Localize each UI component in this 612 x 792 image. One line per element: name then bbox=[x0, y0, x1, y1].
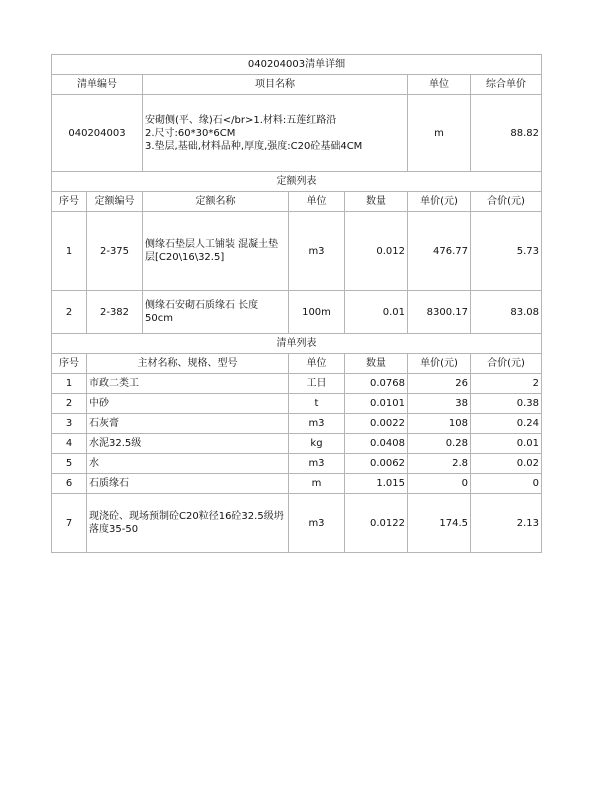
material-unit: m3 bbox=[289, 414, 345, 434]
item-description bbox=[143, 95, 408, 172]
quota-unit-header: 单位 bbox=[289, 192, 345, 212]
table-row bbox=[52, 414, 542, 434]
quota-name-header: 定额名称 bbox=[143, 192, 289, 212]
quota-qty-header: 数量 bbox=[345, 192, 408, 212]
table-row bbox=[52, 474, 542, 494]
material-unit: m3 bbox=[289, 454, 345, 474]
quota-unit-price: 476.77 bbox=[408, 212, 471, 291]
material-unit-price: 2.8 bbox=[408, 454, 471, 474]
quota-code-header: 定额编号 bbox=[87, 192, 143, 212]
table-row bbox=[52, 291, 542, 334]
material-name: 水泥32.5级 bbox=[87, 434, 289, 454]
detail-table bbox=[51, 54, 542, 553]
material-seq: 3 bbox=[52, 414, 87, 434]
material-name: 市政二类工 bbox=[87, 374, 289, 394]
quota-total-header: 合价(元) bbox=[471, 192, 542, 212]
item-code-header: 清单编号 bbox=[52, 75, 143, 95]
quota-code: 2-382 bbox=[87, 291, 143, 334]
table-row bbox=[52, 494, 542, 553]
material-qty: 0.0062 bbox=[345, 454, 408, 474]
material-unit-price: 38 bbox=[408, 394, 471, 414]
quota-name: 侧缘石安砌石质缘石 长度50cm bbox=[143, 291, 289, 334]
quota-qty: 0.01 bbox=[345, 291, 408, 334]
material-seq: 2 bbox=[52, 394, 87, 414]
material-total: 0.01 bbox=[471, 434, 542, 454]
quota-seq-header: 序号 bbox=[52, 192, 87, 212]
quota-seq: 2 bbox=[52, 291, 87, 334]
material-seq-header: 序号 bbox=[52, 354, 87, 374]
material-section-title: 清单列表 bbox=[52, 334, 542, 354]
table-row bbox=[52, 374, 542, 394]
material-unit-price: 0.28 bbox=[408, 434, 471, 454]
material-total: 2.13 bbox=[471, 494, 542, 553]
material-seq: 4 bbox=[52, 434, 87, 454]
material-name: 石灰膏 bbox=[87, 414, 289, 434]
quota-unit: 100m bbox=[289, 291, 345, 334]
item-unit: m bbox=[408, 95, 471, 172]
quota-section-title: 定额列表 bbox=[52, 172, 542, 192]
material-unit: m bbox=[289, 474, 345, 494]
material-unit: t bbox=[289, 394, 345, 414]
material-seq: 7 bbox=[52, 494, 87, 553]
item-description-line: 2.尺寸:60*30*6CM bbox=[145, 127, 236, 139]
material-name-header: 主材名称、规格、型号 bbox=[87, 354, 289, 374]
quota-code: 2-375 bbox=[87, 212, 143, 291]
material-qty: 0.0408 bbox=[345, 434, 408, 454]
material-seq: 1 bbox=[52, 374, 87, 394]
quota-name: 侧缘石垫层人工铺装 混凝土垫层[C20\16\32.5] bbox=[143, 212, 289, 291]
item-price-header: 综合单价 bbox=[471, 75, 542, 95]
quota-unit-price: 8300.17 bbox=[408, 291, 471, 334]
item-code: 040204003 bbox=[52, 95, 143, 172]
material-qty: 1.015 bbox=[345, 474, 408, 494]
material-name: 中砂 bbox=[87, 394, 289, 414]
table-row bbox=[52, 212, 542, 291]
quota-seq: 1 bbox=[52, 212, 87, 291]
quota-total: 5.73 bbox=[471, 212, 542, 291]
material-total: 0.24 bbox=[471, 414, 542, 434]
material-seq: 5 bbox=[52, 454, 87, 474]
item-unit-header: 单位 bbox=[408, 75, 471, 95]
material-unit-price: 0 bbox=[408, 474, 471, 494]
material-total: 0.38 bbox=[471, 394, 542, 414]
quota-qty: 0.012 bbox=[345, 212, 408, 291]
material-unit-header: 单位 bbox=[289, 354, 345, 374]
page-title: 040204003清单详细 bbox=[52, 55, 542, 75]
material-unit-price: 108 bbox=[408, 414, 471, 434]
item-description-line: 3.垫层,基础,材料品种,厚度,强度:C20砼基础4CM bbox=[145, 140, 363, 152]
material-seq: 6 bbox=[52, 474, 87, 494]
material-name: 水 bbox=[87, 454, 289, 474]
material-name: 石质缘石 bbox=[87, 474, 289, 494]
material-total: 2 bbox=[471, 374, 542, 394]
material-unit-price-header: 单价(元) bbox=[408, 354, 471, 374]
quota-unit-price-header: 单价(元) bbox=[408, 192, 471, 212]
material-total: 0 bbox=[471, 474, 542, 494]
table-row bbox=[52, 454, 542, 474]
material-unit-price: 174.5 bbox=[408, 494, 471, 553]
material-qty: 0.0122 bbox=[345, 494, 408, 553]
material-unit: m3 bbox=[289, 494, 345, 553]
material-unit-price: 26 bbox=[408, 374, 471, 394]
item-name-header: 项目名称 bbox=[143, 75, 408, 95]
material-qty: 0.0101 bbox=[345, 394, 408, 414]
material-qty: 0.0022 bbox=[345, 414, 408, 434]
item-price: 88.82 bbox=[471, 95, 542, 172]
material-name: 现浇砼、现场预制砼C20粒径16砼32.5级坍落度35-50 bbox=[87, 494, 289, 553]
quota-unit: m3 bbox=[289, 212, 345, 291]
quota-total: 83.08 bbox=[471, 291, 542, 334]
material-total: 0.02 bbox=[471, 454, 542, 474]
material-unit: kg bbox=[289, 434, 345, 454]
material-unit: 工日 bbox=[289, 374, 345, 394]
table-row bbox=[52, 434, 542, 454]
material-qty-header: 数量 bbox=[345, 354, 408, 374]
material-total-header: 合价(元) bbox=[471, 354, 542, 374]
material-qty: 0.0768 bbox=[345, 374, 408, 394]
table-row bbox=[52, 394, 542, 414]
item-description-line: 安砌侧(平、缘)石</br>1.材料:五莲红路沿 bbox=[145, 114, 337, 126]
